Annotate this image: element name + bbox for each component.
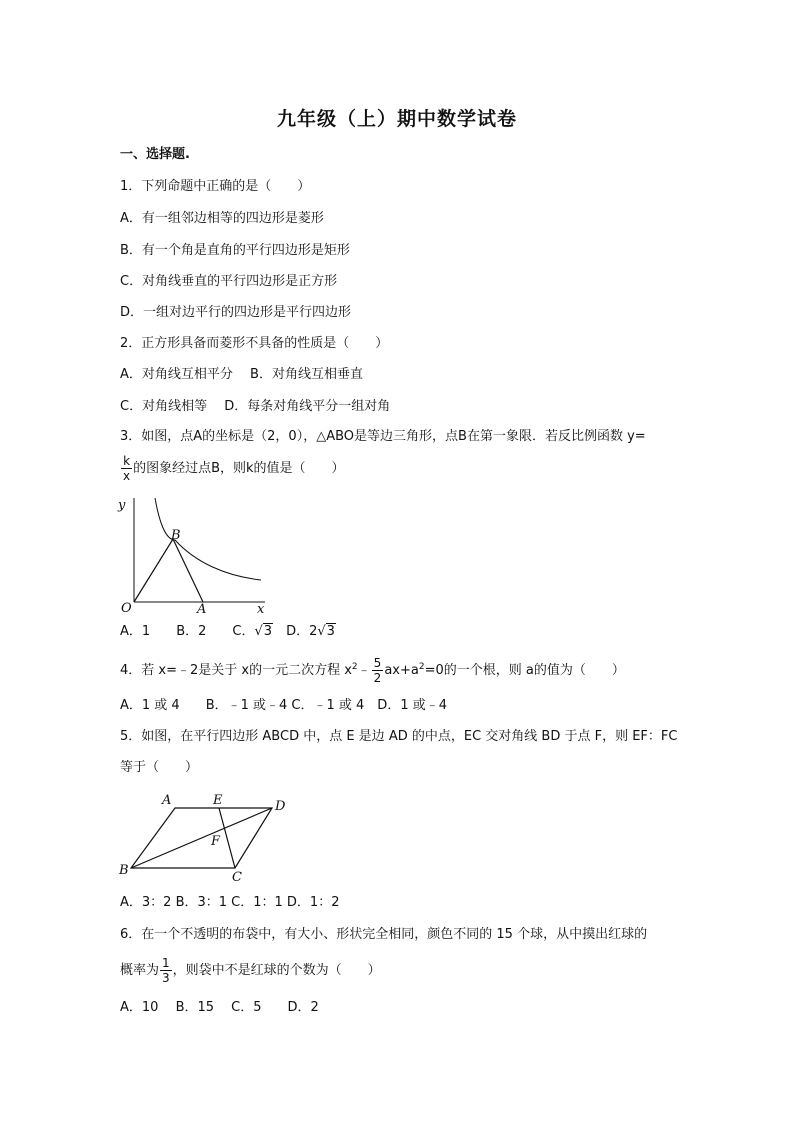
q3-fraction — [121, 454, 132, 483]
q4-exponent-1: 2 — [351, 662, 358, 672]
q3-stem-continued: 的图象经过点B，则k的值是（ ） — [133, 461, 345, 476]
q2-options-ab: A．对角线互相平分 B．对角线互相垂直 — [120, 367, 363, 382]
q6-fraction-denominator: 3 — [162, 971, 170, 985]
q4-stem-end: =0的一个根，则 a的值为（ ） — [424, 663, 625, 678]
q4-fraction-numerator: 5 — [373, 656, 382, 670]
q3-stem: 3．如图，点A的坐标是（2，0），△ABO是等边三角形，点B在第一象限．若反比例函数 y= — [120, 429, 646, 444]
q3-label-a: A — [197, 602, 207, 614]
q4-options: A．1 或 4 B．﹣1 或﹣4 C．﹣1 或 4 D．1 或﹣4 — [120, 698, 447, 713]
q4-stem-mid: ax+a — [384, 663, 419, 678]
q3-fraction-denominator: x — [123, 469, 131, 483]
q3-label-b: B — [171, 528, 181, 543]
q3-label-y: y — [118, 498, 126, 513]
page-title: 九年级（上）期中数学试卷 — [276, 108, 517, 130]
q3-fraction-numerator: k — [123, 454, 131, 468]
q3-option-a: A．1 — [120, 624, 151, 639]
q1-option-c: C．对角线垂直的平行四边形是正方形 — [120, 274, 338, 289]
q4-fraction-denominator: 2 — [373, 671, 382, 685]
q6-stem2-end: ，则袋中不是红球的个数为（ ） — [172, 963, 381, 978]
q5-label-f: F — [211, 834, 221, 849]
q3-stem-line2 — [120, 454, 345, 483]
q5-label-d: D — [275, 799, 286, 814]
q2-options-cd: C．对角线相等 D．每条对角线平分一组对角 — [120, 399, 391, 414]
q5-diagonal-bd — [131, 808, 272, 868]
q3-option-d-label: D． — [286, 624, 310, 639]
q2-stem: 2．正方形具备而菱形不具备的性质是（ ） — [120, 336, 389, 351]
q3-label-o: O — [121, 601, 132, 614]
q1-stem: 1．下列命题中正确的是（ ） — [120, 179, 311, 194]
q3-options — [120, 623, 336, 641]
q6-options: A．10 B．15 C．5 D．2 — [120, 1000, 319, 1015]
q6-stem: 6．在一个不透明的布袋中，有大小、形状完全相同，颜色不同的 15 个球，从中摸出红球的 — [120, 927, 648, 942]
q1-option-d: D．一组对边平行的四边形是平行四边形 — [120, 305, 352, 320]
q4-fraction — [372, 656, 384, 685]
q4-stem-start: 4．若 x=﹣2是关于 x的一元二次方程 x — [120, 663, 352, 678]
q4-minus: ﹣ — [357, 663, 371, 678]
q5-figure — [115, 790, 295, 882]
q5-segment-ec — [219, 808, 235, 868]
q3-option-c-label: C． — [232, 624, 255, 639]
q6-stem-line2 — [120, 956, 381, 985]
q5-label-c: C — [232, 870, 242, 882]
q3-figure — [115, 492, 270, 614]
q4-exponent-2: 2 — [418, 662, 425, 672]
q3-option-d-sqrt: √3 — [317, 624, 335, 639]
q5-options: A．3：2 B．3：1 C．1：1 D．1：2 — [120, 895, 340, 910]
q3-label-x: x — [257, 602, 265, 614]
q5-label-a: A — [162, 793, 172, 808]
q1-option-a: A．有一组邻边相等的四边形是菱形 — [120, 211, 324, 226]
q5-stem: 5．如图，在平行四边形 ABCD 中，点 E 是边 AD 的中点，EC 交对角线 BD 于点 F，则 EF：FC — [120, 729, 678, 744]
q3-triangle — [134, 539, 203, 602]
q6-stem2-start: 概率为 — [120, 963, 160, 978]
q6-fraction-numerator: 1 — [162, 956, 170, 970]
q3-option-d-coef: 2 — [309, 624, 318, 639]
q5-label-b: B — [119, 863, 129, 878]
q4-stem — [120, 656, 625, 685]
q3-option-b: B．2 — [176, 624, 207, 639]
q5-stem-line2: 等于（ ） — [120, 760, 199, 775]
section-heading: 一、选择题. — [120, 147, 190, 162]
q3-option-c-sqrt: √3 — [254, 624, 273, 639]
q5-label-e: E — [213, 793, 223, 808]
q6-fraction — [160, 956, 172, 985]
q1-option-b: B．有一个角是直角的平行四边形是矩形 — [120, 243, 350, 258]
